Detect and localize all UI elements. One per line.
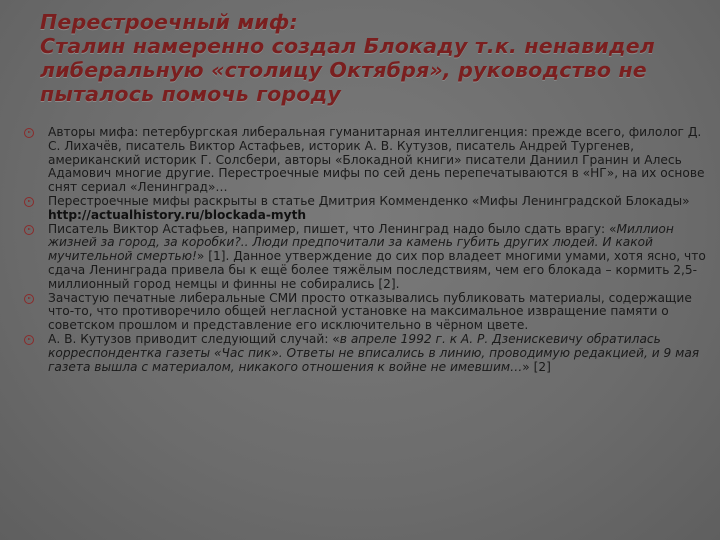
circled-arrow-bullet-icon <box>24 128 34 138</box>
bullet-text: Перестроечные мифы раскрыты в статье Дмитрия Комменденко «Мифы Ленинградской Блокады» <box>48 193 690 208</box>
bullet-quote: Миллион жизней за город, за коробки?.. Люди предпочитали за камень губить других людей. И какой мучительной смертью! <box>48 221 674 264</box>
bullet-quote: в апреле 1992 г. к А. Р. Дзенискевичу обратилась корреспондентка газеты «Час пик». Ответы не вписались в линию, проводимую редакцией, и 9 мая газета вышла с материалом, никакого отношения к войне не имевшим… <box>48 331 700 374</box>
article-link[interactable]: http://actualhistory.ru/blockada-myth <box>48 207 307 222</box>
bullet-text: » [1]. Данное утверждение до сих пор владеет многими умами, хотя ясно, что сдача Ленинграда привела бы к ещё более тяжёлым последствиям, чем его блокада – кормить 2,5-миллионный город немцы и финны не собирались [2]. <box>48 249 706 291</box>
bullet-text: Писатель Виктор Астафьев, например, пишет, что Ленинград надо было сдать врагу: « <box>48 221 617 236</box>
circled-arrow-bullet-icon <box>24 225 34 235</box>
circled-arrow-bullet-icon <box>24 197 34 207</box>
bullet-text: » [2] <box>522 359 551 374</box>
bullet-item-media <box>24 292 712 333</box>
slide-title <box>40 10 710 106</box>
slide-body <box>24 126 712 538</box>
bullet-text: Зачастую печатные либеральные СМИ просто отказывались публиковать материалы, содержащие что-то, что противоречило общей негласной установке на максимальное извращение памяти о советском прошлом и представление его исключительно в чёрном цвете. <box>48 290 692 333</box>
bullet-item-astafiev <box>24 223 712 292</box>
title-line: Перестроечный миф: <box>40 10 298 34</box>
circled-arrow-bullet-icon <box>24 294 34 304</box>
title-line: Сталин намеренно создал Блокаду т.к. ненавидел <box>40 34 656 58</box>
title-line: пыталось помочь городу <box>40 82 341 106</box>
circled-arrow-bullet-icon <box>24 335 34 345</box>
bullet-item-kutuzov <box>24 333 712 374</box>
bullet-item-authors <box>24 126 712 195</box>
bullet-text: А. В. Кутузов приводит следующий случай: « <box>48 331 340 346</box>
bullet-item-article <box>24 195 712 223</box>
bullet-text: Авторы мифа: петербургская либеральная гуманитарная интеллигенция: прежде всего, филолог Д. С. Лихачёв, писатель Виктор Астафьев, историк А. В. Кутузов, писатель Андрей Тургенев, американский историк Г. Солсбери, авторы «Блокадной книги» писатели Даниил Гранин и Алесь Адамович многие другие. Перестроечные мифы по сей день перепечатываются в «НГ», на их основе снят сериал «Ленинград»… <box>48 126 705 195</box>
title-line: либеральную «столицу Октября», руководство не <box>40 58 647 82</box>
